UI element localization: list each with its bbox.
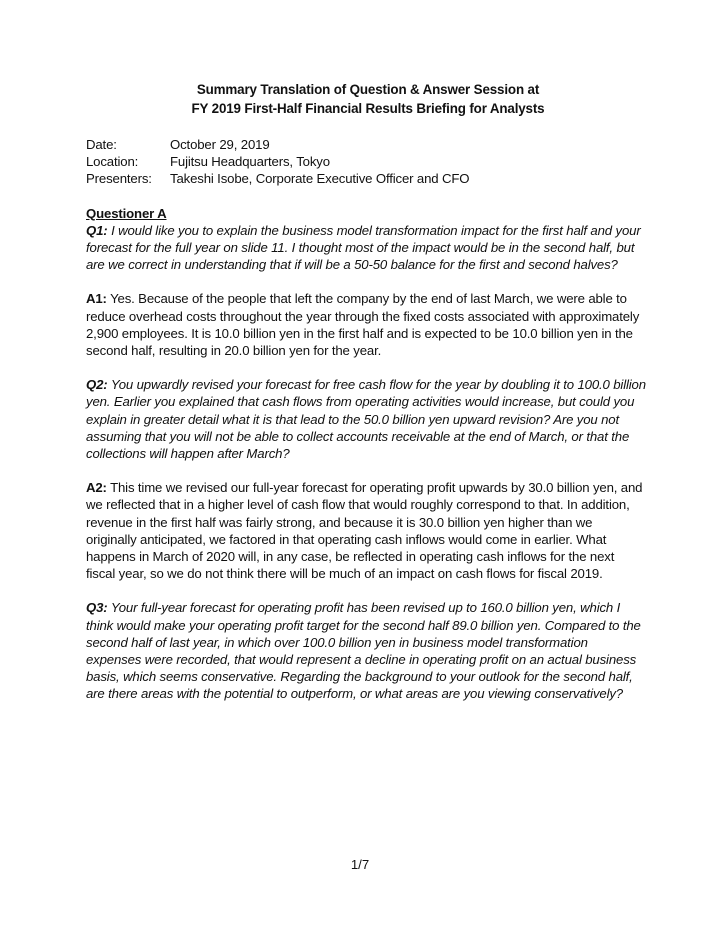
meta-label: Date: [86, 137, 117, 152]
question-2 [86, 376, 646, 462]
meta-label: Location: [86, 154, 139, 170]
answer-2-text: This time we revised our full-year forecast for operating profit upwards by 30.0 billion yen, and we reflected that in a higher level of cash flow that would roughly correspond to that. In addition, revenue in the first half was fairly strong, and because it is 30.0 billion yen higher than we originally anticipated, we factored in that operating cash inflows would come in earlier. What happens in March of 2020 will, in any case, be reflected in operating cash inflows for the next fiscal year, so we do not think there will be much of an impact on cash flows for fiscal 2019. [86, 480, 643, 582]
meta-label: Presenters: [86, 171, 152, 187]
page-number: 1/7 [350, 857, 370, 872]
title-line-2: FY 2019 First-Half Financial Results Briefing for Analysts [191, 101, 545, 116]
answer-1-label: A1: [86, 291, 107, 307]
answer-2 [86, 479, 646, 582]
question-3-text: Your full-year forecast for operating profit has been revised up to 160.0 billion yen, which I think would make your operating profit target for the second half 89.0 billion yen. Compared to the second half of last year, in which over 100.0 billion yen in business model transformation expenses were recorded, that would represent a decline in operating profit on an actual business basis, which seems conservative. Regarding the background to your outlook for the second half, are there areas with the potential to outperform, or what areas are you viewing conservatively? [86, 600, 641, 702]
answer-1 [86, 290, 646, 359]
title-line-1: Summary Translation of Question & Answer Session at [196, 82, 540, 97]
question-3 [86, 599, 646, 702]
question-1 [86, 222, 646, 274]
meta-value: Takeshi Isobe, Corporate Executive Officer and CFO [170, 171, 470, 187]
meta-value: Fujitsu Headquarters, Tokyo [170, 154, 330, 170]
answer-2-label: A2: [86, 480, 107, 496]
document-page [86, 80, 646, 703]
question-1-text: I would like you to explain the business model transformation impact for the first half and your forecast for the full year on slide 11. I thought most of the impact would be in the second half, but are we correct in understanding that if will be a 50-50 balance for the first and second halves? [86, 222, 641, 273]
meta-row-location [86, 153, 469, 170]
question-1-label: Q1: [86, 222, 108, 238]
meta-row-presenters [86, 170, 469, 187]
meta-row-date [86, 136, 469, 153]
meta-table [86, 136, 469, 188]
answer-1-text: Yes. Because of the people that left the company by the end of last March, we were able to reduce overhead costs throughout the year through the fixed costs associated with approximately 2,900 employees. It is 10.0 billion yen in the first half and is expected to be 10.0 billion yen in the second half, resulting in 20.0 billion yen for the year. [86, 291, 640, 359]
question-2-label: Q2: [86, 377, 108, 393]
meta-value: October 29, 2019 [170, 137, 270, 152]
questioner-heading: Questioner A [86, 205, 167, 221]
question-2-text: You upwardly revised your forecast for free cash flow for the year by doubling it to 100.0 billion yen. Earlier you explained that cash flows from operating activities would increase, but could you explain in greater detail what it is that lead to the 50.0 billion yen upward revision? Are you not assuming that you will not be able to collect accounts receivable at the end of March, or that the collections will happen after March? [86, 377, 646, 462]
document-title [86, 80, 646, 118]
question-3-label: Q3: [86, 600, 108, 616]
